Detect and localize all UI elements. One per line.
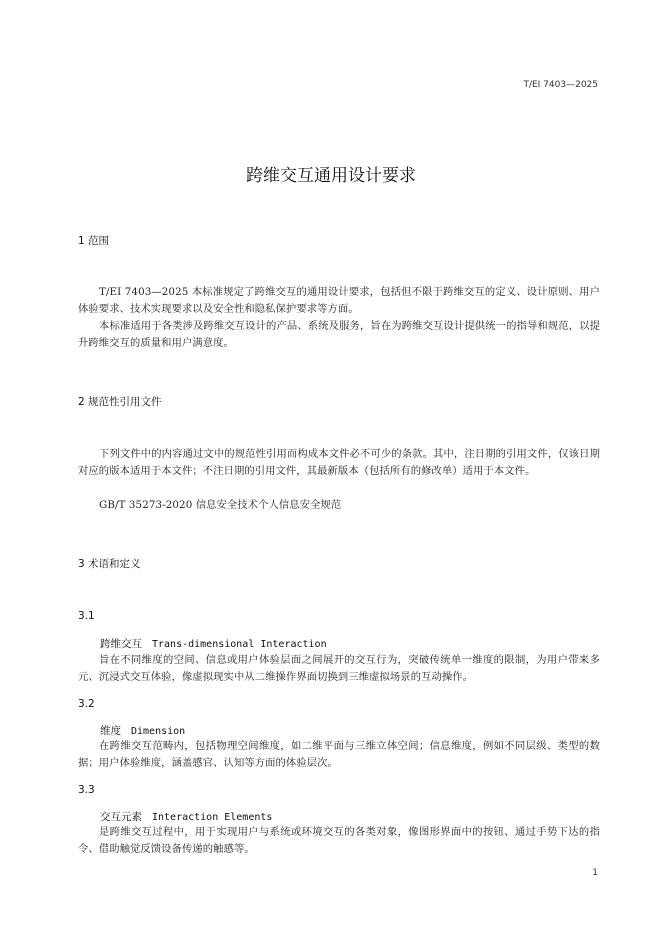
normative-paragraph-1: 下列文件中的内容通过文中的规范性引用而构成本文件必不可少的条款。其中，注日期的引用文件，仅该日期对应的版本适用于本文件；不注日期的引用文件，其最新版本（包括所有的修改单）适用于本文件。	[78, 448, 600, 477]
term-number: 3.1	[78, 610, 95, 622]
term-title	[100, 636, 327, 651]
scope-paragraph-1: T/EI 7403—2025 本标准规定了跨维交互的通用设计要求，包括但不限于跨维交互的定义、设计原则、用户体验要求、技术实现要求以及安全性和隐私保护要求等方面。	[78, 286, 600, 315]
term-title	[100, 809, 272, 824]
page-title: 跨维交互通用设计要求	[246, 166, 416, 186]
section-heading-terms: 3 术语和定义	[78, 558, 141, 570]
term-zh: 维度	[100, 725, 121, 737]
term-definition: 旨在不同维度的空间、信息或用户体验层面之间展开的交互行为，突破传统单一维度的限制，为用户带来多元、沉浸式交互体验，像虚拟现实中从二维操作界面切换到三维虚拟场景的互动操作。	[78, 654, 600, 683]
term-title	[100, 723, 185, 738]
term-number: 3.2	[78, 698, 95, 710]
section-heading-scope: 1 范围	[78, 235, 110, 247]
page-number: 1	[592, 868, 598, 878]
term-definition: 在跨维交互范畴内，包括物理空间维度，如二维平面与三维立体空间；信息维度，例如不同层级、类型的数据；用户体验维度，涵盖感官、认知等方面的体验层次。	[78, 740, 600, 769]
term-number: 3.3	[78, 784, 95, 796]
term-definition: 是跨维交互过程中，用于实现用户与系统或环境交互的各类对象，像图形界面中的按钮、通过手势下达的指令、借助触觉反馈设备传递的触感等。	[78, 826, 600, 855]
scope-paragraph-2: 本标准适用于各类涉及跨维交互设计的产品、系统及服务，旨在为跨维交互设计提供统一的指导和规范，以提升跨维交互的质量和用户满意度。	[78, 320, 600, 349]
term-en: Dimension	[131, 726, 186, 737]
normative-reference: GB/T 35273-2020 信息安全技术个人信息安全规范	[99, 499, 342, 511]
standard-code: T/EI 7403—2025	[523, 80, 598, 90]
section-heading-normative: 2 规范性引用文件	[78, 396, 162, 408]
term-zh: 跨维交互	[100, 638, 142, 650]
term-en: Interaction Elements	[152, 812, 273, 823]
term-en: Trans-dimensional Interaction	[152, 639, 327, 650]
term-zh: 交互元素	[100, 811, 142, 823]
